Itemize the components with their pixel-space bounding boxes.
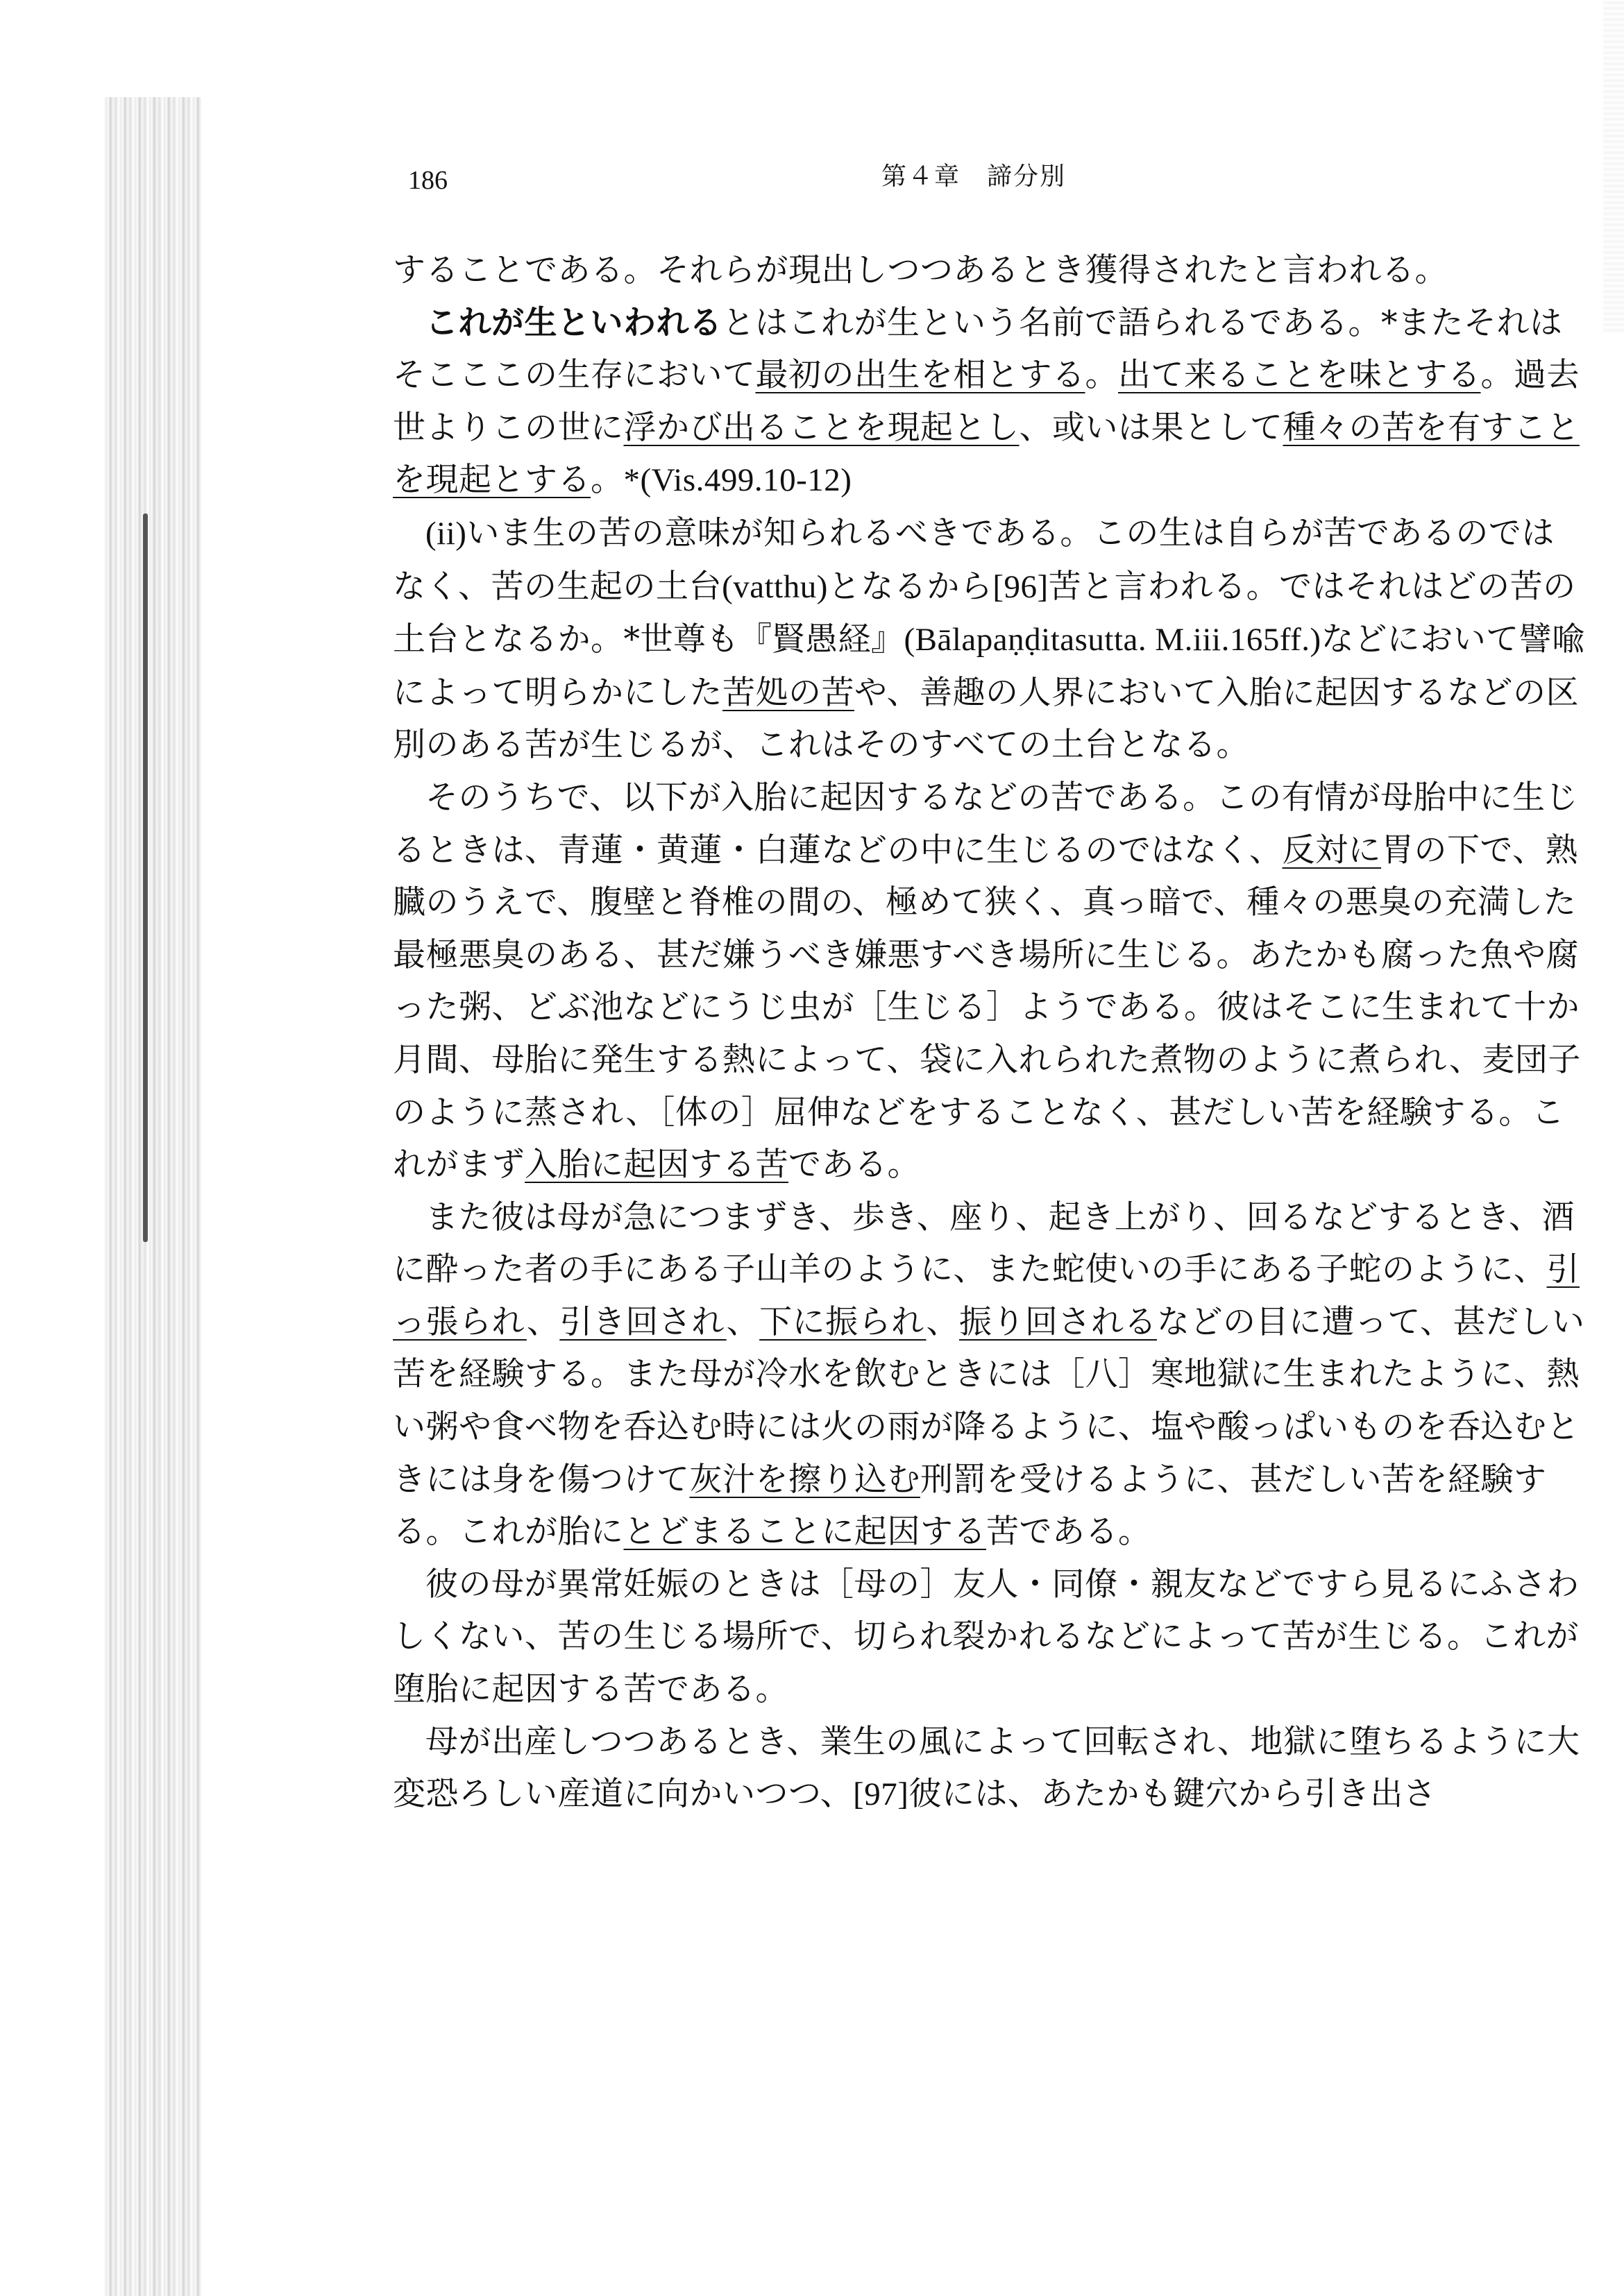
text-segment: (ii) — [425, 515, 467, 552]
text-segment: *(Vis.499.10-12) — [623, 462, 852, 499]
paragraph — [393, 507, 1585, 772]
underlined-phrase: 苦処の苦 — [722, 673, 854, 712]
text-segment: [96] — [992, 568, 1049, 605]
paragraph — [393, 1558, 1585, 1716]
text-segment: 彼の母が異常妊娠のときは［母の］友人・同僚・親友などですら見るにふさわしくない、苦の生じる場所で、切られ裂かれるなどによって苦が生じる。これが堕胎に起因する苦である。 — [393, 1565, 1580, 1709]
text-segment: することである。それらが現出しつつあるとき獲得されたと言われる。 — [393, 251, 1448, 289]
text-segment: 刑罰を受けるように、甚だしい苦を経験する。これが胎に — [393, 1460, 1547, 1551]
text-segment: などの目に遭って、甚だしい苦を経験する。また母が冷水を飲むときには［八］寒地獄に生まれたように、熱い粥や食べ物を呑込む時には火の雨が降るように、塩や酸っぱいものを呑込むときには身を傷つけて — [393, 1302, 1585, 1499]
text-segment: また彼は母が急につまずき、歩き、座り、起き上がり、回るなどするとき、酒に酔った者の手にある子山羊のように、また蛇使いの手にある子蛇のように、 — [393, 1198, 1575, 1289]
paragraph — [393, 297, 1585, 507]
underlined-phrase: とどまることに起因する — [623, 1513, 986, 1551]
bold-phrase: これが生といわれる — [425, 303, 722, 342]
text-segment: や、善趣の人界において入胎に起因するなどの区別のある苦が生じるが、これはそのすべての土台となる。 — [393, 673, 1580, 765]
paragraph — [393, 1191, 1585, 1558]
scan-edge-noise — [1603, 0, 1624, 333]
text-segment: 彼には、あたかも鍵穴から引き出さ — [908, 1775, 1437, 1814]
text-segment: そのうちで、以下が入胎に起因するなどの苦である。この有情が母胎中に生じるときは、青蓮・黄蓮・白蓮などの中に生じるのではなく、 — [393, 778, 1579, 869]
paragraph — [393, 1716, 1585, 1821]
text-segment: である。 — [788, 1146, 920, 1184]
underlined-phrase: 反対に — [1282, 831, 1382, 869]
page-number: 186 — [408, 166, 448, 195]
underlined-phrase: 入胎に起因する苦 — [525, 1146, 788, 1184]
text-segment: 胃の下で、熟臓のうえで、腹壁と脊椎の間の、極めて狭く、真っ暗で、種々の悪臭の充満した最極悪臭のある、甚だ嫌うべき嫌悪すべき場所に生じる。あたかも腐った魚や腐った粥、どぶ池などにうじ虫が［生じる］ようである。彼はそこに生まれて十か月間、母胎に発生する熱によって、袋に入れられた煮物のように煮られ、麦団子のように蒸され、［体の］屈伸などをすることなく、甚だしい苦を経験する。これがまず — [393, 831, 1581, 1184]
text-segment: (vatthu) — [722, 568, 828, 605]
text-segment: 苦と言われる。ではそれはどの苦の土台となるか。*世尊も『賢愚経』 — [393, 567, 1576, 659]
underlined-phrase: 引き回され — [559, 1302, 727, 1341]
text-segment: 苦である。 — [986, 1513, 1151, 1551]
underlined-phrase: 灰汁を擦り込む — [689, 1460, 920, 1499]
underlined-phrase: 種々の苦を有すことを現起とする — [393, 408, 1580, 500]
text-segment: 、 — [926, 1302, 959, 1341]
text-segment: (Bālapaṇḍitasutta. M.iii.165ff.) — [904, 622, 1321, 658]
text-segment: などにおいて譬喩によって明らかにした — [393, 620, 1585, 712]
body-text — [393, 244, 1585, 1821]
paragraph — [393, 772, 1585, 1191]
text-segment: 、或いは果として — [1019, 408, 1283, 447]
underlined-phrase: 振り回される — [958, 1302, 1157, 1341]
text-segment: 、 — [526, 1302, 560, 1341]
paragraph — [393, 244, 1585, 297]
text-segment: 。 — [1085, 356, 1118, 395]
scan-binding-shadow — [104, 97, 201, 2296]
text-segment: 母が出産しつつあるとき、業生の風によって回転され、地獄に堕ちるように大変恐ろしい産道に向かいつつ、 — [393, 1722, 1580, 1814]
running-head: 第４章 諦分別 — [881, 162, 1067, 191]
underlined-phrase: 引っ張られ — [393, 1250, 1580, 1341]
text-segment: 、 — [726, 1302, 760, 1341]
text-segment: とはこれが生という名前で語られるである。*またそれはそこここの生存において — [393, 303, 1563, 395]
scan-binding-line — [143, 513, 148, 1242]
text-segment: となるから — [827, 567, 993, 606]
text-segment: 。 — [591, 461, 624, 500]
text-segment: いま生の苦の意味が知られるべきである。この生は自らが苦であるのではなく、苦の生起の土台 — [393, 513, 1555, 606]
underlined-phrase: 下に振られ — [759, 1302, 927, 1341]
underlined-phrase: 最初の出生を相とする — [755, 356, 1085, 395]
text-segment: [97] — [853, 1776, 909, 1813]
text-segment: 。過去世よりこの世に — [393, 356, 1580, 447]
underlined-phrase: 浮かび出ることを現起とし — [623, 408, 1020, 447]
underlined-phrase: 出て来ることを味とする — [1118, 356, 1481, 395]
